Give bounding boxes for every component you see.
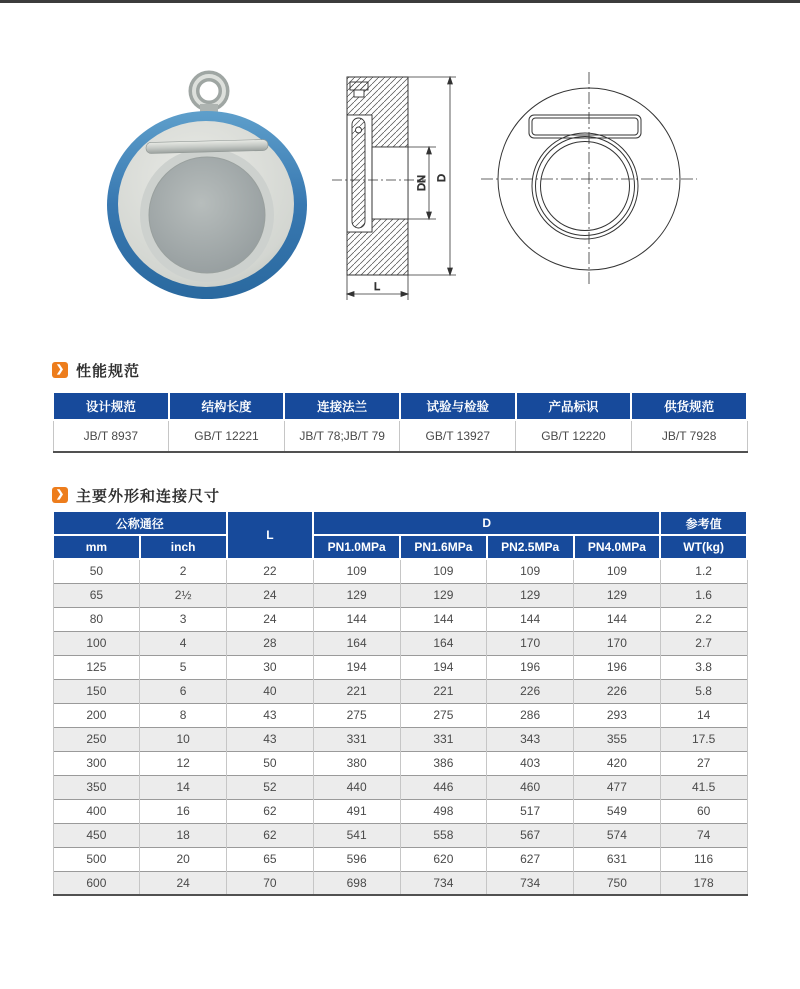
table-cell: 627 — [487, 847, 574, 871]
table-cell: 65 — [53, 583, 140, 607]
table-cell: 194 — [400, 655, 487, 679]
table-cell: 43 — [227, 727, 314, 751]
table-cell: 286 — [487, 703, 574, 727]
stop-bar-outline — [529, 115, 641, 138]
table-cell: 2.7 — [660, 631, 747, 655]
section-title-performance: 性能规范 — [76, 362, 141, 380]
table-cell: 18 — [140, 823, 227, 847]
table-cell: 477 — [574, 775, 661, 799]
table-cell: 620 — [400, 847, 487, 871]
dim-header-inch: inch — [140, 535, 227, 559]
table-cell: 1.2 — [660, 559, 747, 583]
spec-value-cell: JB/T 8937 — [53, 420, 169, 452]
dim-header-nominal: 公称通径 — [53, 511, 227, 535]
spec-header-cell: 连接法兰 — [284, 392, 400, 420]
dim-header-length: L — [227, 511, 314, 559]
table-cell: 43 — [227, 703, 314, 727]
valve-photo — [88, 58, 326, 310]
table-cell: 50 — [53, 559, 140, 583]
table-cell: 300 — [53, 751, 140, 775]
dim-header-mm: mm — [53, 535, 140, 559]
table-cell: 70 — [227, 871, 314, 895]
table-cell: 517 — [487, 799, 574, 823]
table-row — [53, 799, 747, 823]
table-cell: 698 — [313, 871, 400, 895]
front-view-drawing — [478, 58, 700, 293]
table-cell: 28 — [227, 631, 314, 655]
table-cell: 129 — [313, 583, 400, 607]
table-cell: 596 — [313, 847, 400, 871]
table-cell: 74 — [660, 823, 747, 847]
dim-label-d: D — [436, 174, 448, 182]
table-cell: 109 — [487, 559, 574, 583]
table-row — [53, 583, 747, 607]
table-cell: 144 — [574, 607, 661, 631]
valve-flap — [352, 118, 365, 228]
table-cell: 27 — [660, 751, 747, 775]
table-cell: 275 — [313, 703, 400, 727]
table-cell: 65 — [227, 847, 314, 871]
table-cell: 62 — [227, 799, 314, 823]
product-images — [0, 58, 800, 310]
table-cell: 109 — [574, 559, 661, 583]
table-row — [53, 607, 747, 631]
table-cell: 386 — [400, 751, 487, 775]
table-cell: 440 — [313, 775, 400, 799]
dim-header-weight: WT(kg) — [660, 535, 747, 559]
table-row — [53, 871, 747, 895]
table-cell: 24 — [227, 583, 314, 607]
dimensions-table — [52, 510, 748, 896]
spec-header-cell: 试验与检验 — [400, 392, 516, 420]
table-cell: 196 — [574, 655, 661, 679]
table-cell: 50 — [227, 751, 314, 775]
table-cell: 144 — [313, 607, 400, 631]
table-cell: 250 — [53, 727, 140, 751]
table-cell: 60 — [660, 799, 747, 823]
spec-header-row — [53, 392, 747, 420]
spec-value-cell: JB/T 78;JB/T 79 — [284, 420, 400, 452]
table-cell: 293 — [574, 703, 661, 727]
spec-header-cell: 产品标识 — [516, 392, 632, 420]
dim-header-pn25: PN2.5MPa — [487, 535, 574, 559]
table-row — [53, 655, 747, 679]
table-cell: 558 — [400, 823, 487, 847]
table-cell: 194 — [313, 655, 400, 679]
table-cell: 574 — [574, 823, 661, 847]
table-cell: 109 — [313, 559, 400, 583]
table-cell: 14 — [140, 775, 227, 799]
table-cell: 20 — [140, 847, 227, 871]
table-cell: 567 — [487, 823, 574, 847]
table-cell: 170 — [487, 631, 574, 655]
table-cell: 12 — [140, 751, 227, 775]
section-header-dimensions — [52, 486, 220, 504]
table-cell: 1.6 — [660, 583, 747, 607]
section-title-dimensions: 主要外形和连接尺寸 — [76, 487, 221, 505]
table-row — [53, 679, 747, 703]
table-cell: 460 — [487, 775, 574, 799]
dim-table-body — [53, 559, 747, 895]
lifting-ring — [194, 76, 224, 117]
table-row — [53, 775, 747, 799]
table-cell: 178 — [660, 871, 747, 895]
table-cell: 2.2 — [660, 607, 747, 631]
section-arrow-icon: ❯ — [52, 487, 68, 503]
valve-section-body — [347, 77, 408, 275]
table-cell: 52 — [227, 775, 314, 799]
table-cell: 6 — [140, 679, 227, 703]
table-cell: 491 — [313, 799, 400, 823]
spec-header-cell: 结构长度 — [169, 392, 285, 420]
table-cell: 420 — [574, 751, 661, 775]
dim-header-pn16: PN1.6MPa — [400, 535, 487, 559]
table-cell: 144 — [400, 607, 487, 631]
table-cell: 380 — [313, 751, 400, 775]
table-row — [53, 631, 747, 655]
spec-value-cell: GB/T 13927 — [400, 420, 516, 452]
dim-header-row-2 — [53, 535, 747, 559]
table-cell: 8 — [140, 703, 227, 727]
table-cell: 129 — [487, 583, 574, 607]
table-cell: 170 — [574, 631, 661, 655]
table-cell: 549 — [574, 799, 661, 823]
table-cell: 498 — [400, 799, 487, 823]
table-cell: 331 — [400, 727, 487, 751]
center-lines — [481, 72, 697, 286]
table-cell: 4 — [140, 631, 227, 655]
table-cell: 400 — [53, 799, 140, 823]
table-row — [53, 823, 747, 847]
table-cell: 226 — [574, 679, 661, 703]
table-cell: 3 — [140, 607, 227, 631]
table-cell: 541 — [313, 823, 400, 847]
dim-header-diameter: D — [313, 511, 660, 535]
table-cell: 734 — [487, 871, 574, 895]
table-row — [53, 559, 747, 583]
table-cell: 200 — [53, 703, 140, 727]
spec-header-cell: 设计规范 — [53, 392, 169, 420]
table-cell: 24 — [227, 607, 314, 631]
table-cell: 600 — [53, 871, 140, 895]
table-cell: 631 — [574, 847, 661, 871]
table-cell: 355 — [574, 727, 661, 751]
table-cell: 125 — [53, 655, 140, 679]
table-cell: 24 — [140, 871, 227, 895]
spec-value-cell: GB/T 12221 — [169, 420, 285, 452]
dim-label-dn: DN — [416, 175, 428, 191]
table-cell: 30 — [227, 655, 314, 679]
table-cell: 350 — [53, 775, 140, 799]
dim-header-pn10: PN1.0MPa — [313, 535, 400, 559]
disc-outline — [532, 133, 638, 239]
table-cell: 403 — [487, 751, 574, 775]
table-cell: 500 — [53, 847, 140, 871]
section-header-performance — [52, 361, 140, 379]
table-cell: 109 — [400, 559, 487, 583]
table-cell: 221 — [313, 679, 400, 703]
table-cell: 62 — [227, 823, 314, 847]
table-cell: 17.5 — [660, 727, 747, 751]
table-cell: 450 — [53, 823, 140, 847]
table-cell: 14 — [660, 703, 747, 727]
table-cell: 40 — [227, 679, 314, 703]
table-cell: 22 — [227, 559, 314, 583]
table-row — [53, 727, 747, 751]
spec-header-cell: 供货规范 — [631, 392, 747, 420]
table-row — [53, 847, 747, 871]
table-cell: 343 — [487, 727, 574, 751]
spec-value-cell: GB/T 12220 — [516, 420, 632, 452]
section-drawing — [330, 60, 480, 307]
spec-value-row — [53, 420, 747, 452]
dim-header-row-1 — [53, 511, 747, 535]
table-cell: 41.5 — [660, 775, 747, 799]
table-cell: 5.8 — [660, 679, 747, 703]
table-cell: 2½ — [140, 583, 227, 607]
table-row — [53, 703, 747, 727]
dim-header-pn40: PN4.0MPa — [574, 535, 661, 559]
table-cell: 100 — [53, 631, 140, 655]
table-cell: 2 — [140, 559, 227, 583]
table-cell: 16 — [140, 799, 227, 823]
table-cell: 446 — [400, 775, 487, 799]
table-cell: 5 — [140, 655, 227, 679]
valve-disc — [149, 157, 265, 273]
table-cell: 129 — [400, 583, 487, 607]
top-border-bar — [0, 0, 800, 3]
table-cell: 164 — [313, 631, 400, 655]
table-cell: 150 — [53, 679, 140, 703]
table-cell: 331 — [313, 727, 400, 751]
table-cell: 129 — [574, 583, 661, 607]
table-cell: 3.8 — [660, 655, 747, 679]
table-row — [53, 751, 747, 775]
table-cell: 734 — [400, 871, 487, 895]
dim-header-reference: 参考值 — [660, 511, 747, 535]
performance-spec-table — [52, 391, 748, 453]
table-cell: 80 — [53, 607, 140, 631]
table-cell: 144 — [487, 607, 574, 631]
table-cell: 164 — [400, 631, 487, 655]
table-cell: 221 — [400, 679, 487, 703]
table-cell: 196 — [487, 655, 574, 679]
table-cell: 116 — [660, 847, 747, 871]
table-cell: 750 — [574, 871, 661, 895]
table-cell: 275 — [400, 703, 487, 727]
table-cell: 10 — [140, 727, 227, 751]
table-cell: 226 — [487, 679, 574, 703]
section-arrow-icon: ❯ — [52, 362, 68, 378]
spec-value-cell: JB/T 7928 — [631, 420, 747, 452]
dim-label-l: L — [373, 281, 381, 293]
